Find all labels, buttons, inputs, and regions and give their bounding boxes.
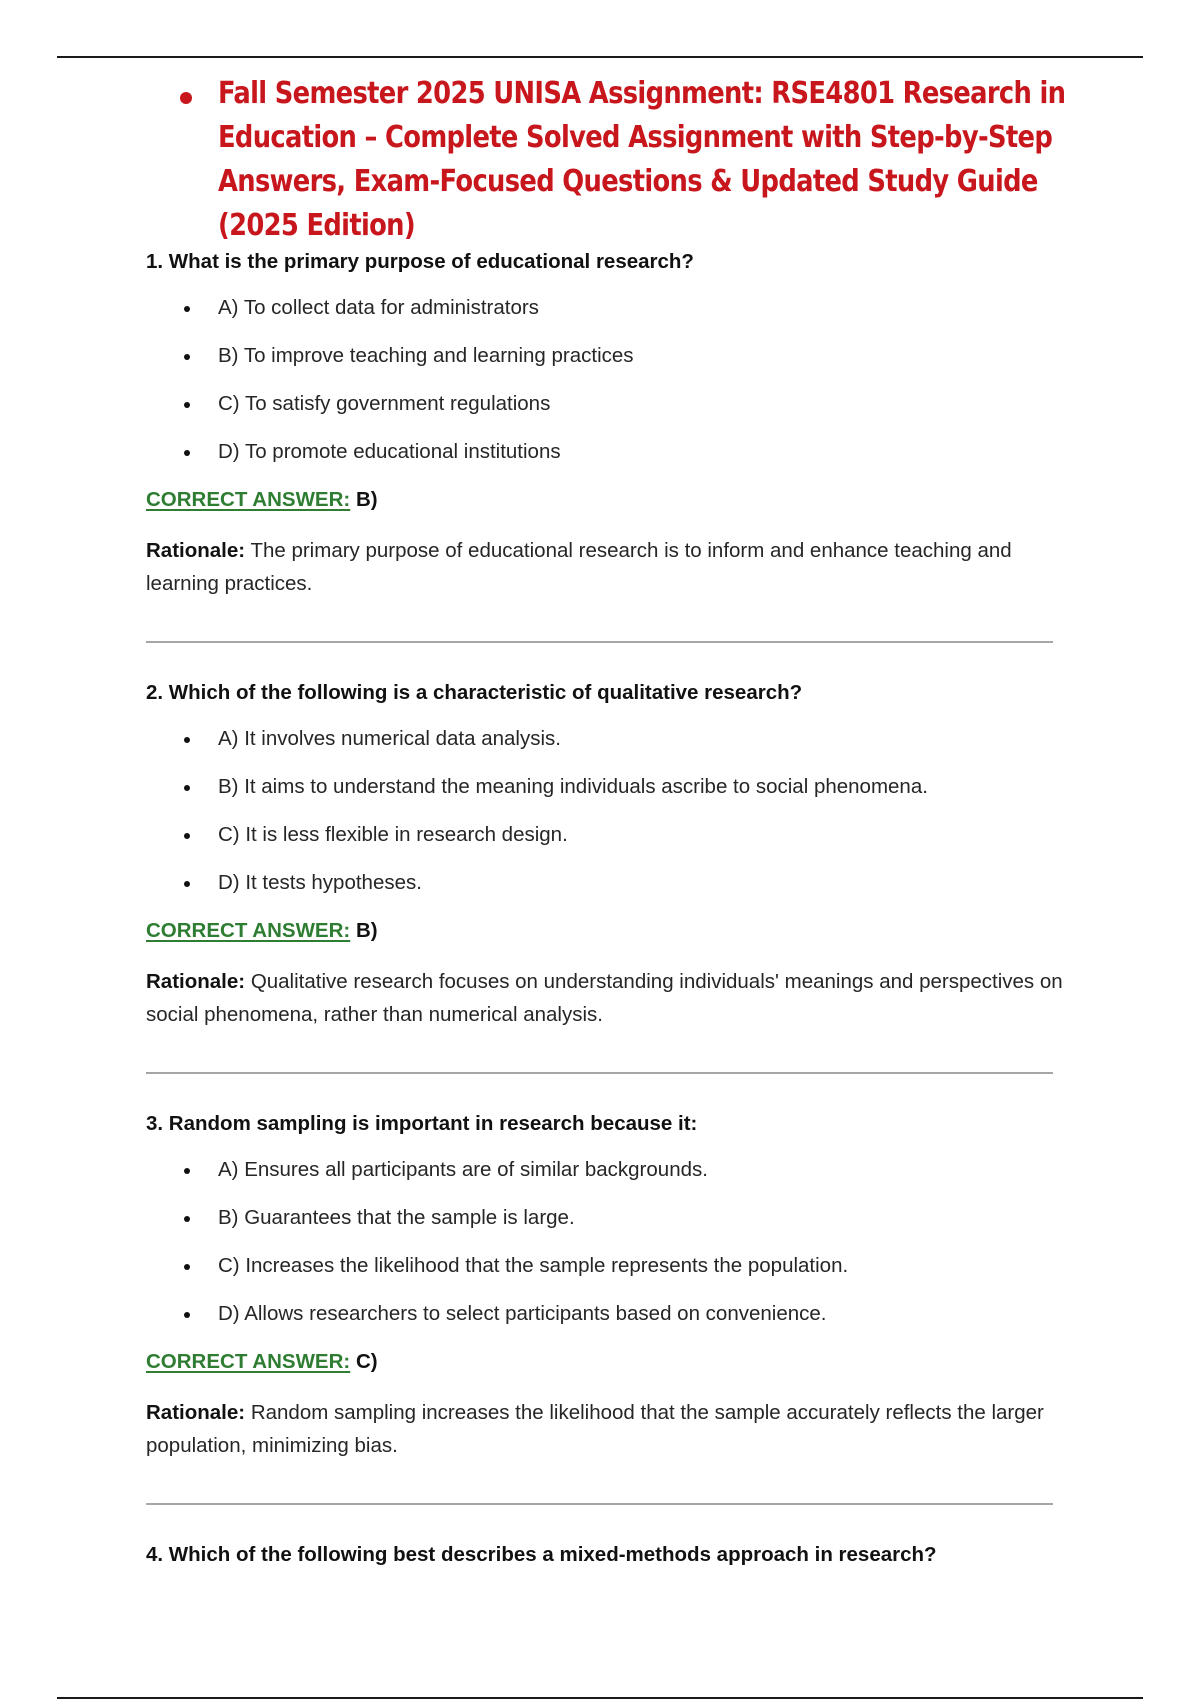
option-list [146,294,1066,466]
option-b: B) It aims to understand the meaning individuals ascribe to social phenomena. [146,773,1066,801]
option-list [146,1156,1066,1328]
question-2 [146,679,1066,1031]
question-title: 3. Random sampling is important in research because it: [146,1112,698,1135]
document-title-block [180,72,1066,248]
option-b: B) To improve teaching and learning practices [146,342,1066,370]
correct-answer-label: CORRECT ANSWER: [146,488,351,511]
correct-answer-label: CORRECT ANSWER: [146,1350,351,1373]
option-c: C) To satisfy government regulations [146,390,1066,418]
correct-answer-value: B) [355,488,378,511]
section-divider [146,641,1053,643]
title-bullet-icon [180,92,192,104]
document-title: Fall Semester 2025 UNISA Assignment: RSE4801 Research in Education – Complete Solved Assignment with Step-by-Step Answers, Exam-Focused Questions & Updated Study Guide (2025 Edition) [218,76,1066,243]
option-c: C) It is less flexible in research design. [146,821,1066,849]
correct-answer [146,486,1066,514]
correct-answer [146,1348,1066,1376]
rationale-text: Random sampling increases the likelihood that the sample accurately reflects the larger population, minimizing bias. [146,1401,1044,1457]
question-1 [146,248,1066,600]
option-d: D) Allows researchers to select participants based on convenience. [146,1300,1066,1328]
correct-answer [146,917,1066,945]
option-d: D) It tests hypotheses. [146,869,1066,897]
option-c: C) Increases the likelihood that the sample represents the population. [146,1252,1066,1280]
question-title: 2. Which of the following is a characteristic of qualitative research? [146,681,803,704]
question-3 [146,1110,1066,1462]
correct-answer-value: C) [355,1350,378,1373]
correct-answer-label: CORRECT ANSWER: [146,919,351,942]
question-4 [146,1541,1066,1569]
option-a: A) Ensures all participants are of similar backgrounds. [146,1156,1066,1184]
option-list [146,725,1066,897]
option-a: A) It involves numerical data analysis. [146,725,1066,753]
option-a: A) To collect data for administrators [146,294,1066,322]
question-title: 1. What is the primary purpose of educational research? [146,250,694,273]
bottom-rule [57,1697,1143,1699]
rationale [146,1396,1066,1462]
top-rule [57,56,1143,58]
rationale-text: The primary purpose of educational research is to inform and enhance teaching and learning practices. [146,539,1012,595]
section-divider [146,1503,1053,1505]
rationale-label: Rationale: [146,539,246,562]
rationale-label: Rationale: [146,970,246,993]
rationale [146,965,1066,1031]
rationale-label: Rationale: [146,1401,246,1424]
rationale [146,534,1066,600]
correct-answer-value: B) [355,919,378,942]
option-d: D) To promote educational institutions [146,438,1066,466]
rationale-text: Qualitative research focuses on understanding individuals' meanings and perspectives on social phenomena, rather than numerical analysis. [146,970,1063,1026]
question-list [146,248,1066,1587]
option-b: B) Guarantees that the sample is large. [146,1204,1066,1232]
section-divider [146,1072,1053,1074]
question-title: 4. Which of the following best describes a mixed-methods approach in research? [146,1543,937,1566]
